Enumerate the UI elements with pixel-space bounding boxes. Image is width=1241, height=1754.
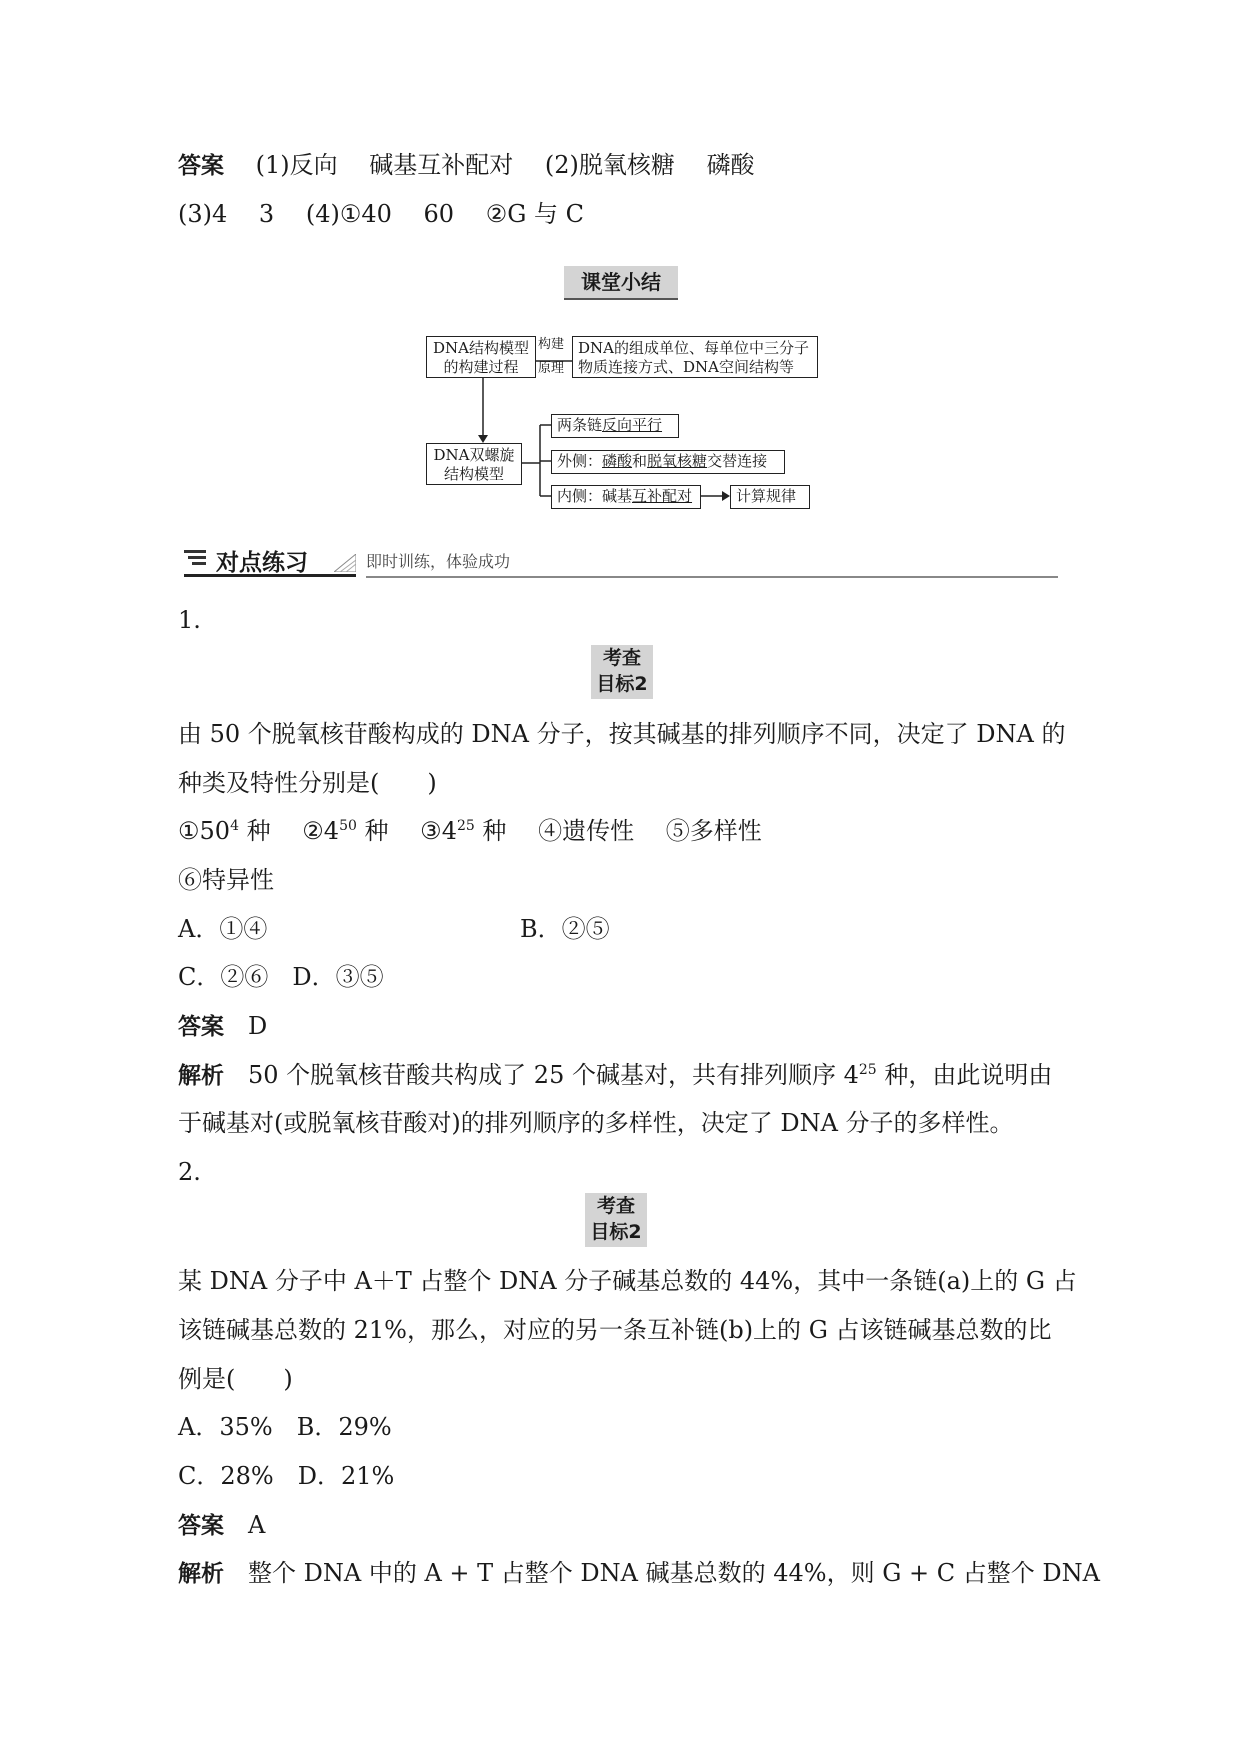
- question-1-options-cd: [178, 962, 384, 992]
- question-1-tag: 考查 目标2: [591, 645, 653, 699]
- summary-title: 课堂小结: [564, 266, 678, 300]
- question-1-answer: 答案 D: [178, 1012, 268, 1040]
- question-2-option-b: B．29%: [296, 1413, 392, 1441]
- calc-rule-box: 计算规律: [730, 485, 810, 509]
- question-2-option-d: D．21%: [297, 1462, 395, 1490]
- construction-box: DNA结构模型 的构建过程: [426, 336, 536, 378]
- branch-inner: 内侧：碱基互补配对: [551, 485, 701, 509]
- branch-outer: 外侧：磷酸和脱氧核糖交替连接: [551, 450, 785, 474]
- answer-item: 磷酸: [706, 151, 755, 179]
- question-2-stem-line: 该链碱基总数的 21%，那么，对应的另一条互补链(b)上的 G 占该链碱基总数的比: [178, 1316, 1052, 1344]
- section-header: [184, 546, 356, 577]
- question-1-stem-line: 由 50 个脱氧核苷酸构成的 DNA 分子，按其碱基的排列顺序不同，决定了 DNA 的: [178, 720, 1066, 748]
- question-2-options-ab: [178, 1412, 392, 1442]
- question-2-answer: 答案 A: [178, 1511, 266, 1539]
- question-1-number: 1.: [178, 606, 201, 634]
- question-2-number: 2.: [178, 1158, 201, 1186]
- answer-item: (1)反向: [255, 151, 338, 179]
- question-2-option-a: A．35%: [178, 1413, 273, 1441]
- question-1-analysis-line: 解析 50 个脱氧核苷酸共构成了 25 个碱基对，共有排列顺序 $4^{25}$ 种，由此说明由: [178, 1061, 1053, 1089]
- answer-item: (3)4: [178, 200, 228, 228]
- answer-item: (2)脱氧核糖: [544, 151, 675, 179]
- question-2-option-c: C．28%: [178, 1462, 274, 1490]
- question-2-tag: 考查 目标2: [585, 1193, 647, 1247]
- question-1-analysis-line: 于碱基对(或脱氧核苷酸对)的排列顺序的多样性，决定了 DNA 分子的多样性。: [178, 1109, 1014, 1137]
- question-1-items: $①50^4$ 种 $②4^{50}$ 种 $③4^{25}$ 种 ④遗传性 ⑤多样性: [178, 817, 762, 845]
- question-1-option-a: A．①④: [178, 915, 268, 943]
- section-title: 对点练习: [216, 550, 308, 576]
- question-1-option-b: B．②⑤: [520, 915, 610, 943]
- answer-item: 碱基互补配对: [369, 151, 514, 179]
- question-1-option-c: C．②⑥: [178, 963, 269, 991]
- question-1-option-d: D．③⑤: [292, 963, 384, 991]
- connector-label-top: 构建: [538, 337, 565, 352]
- answer-item: 60: [423, 200, 455, 228]
- connector-label-bottom: 原理: [538, 361, 565, 376]
- question-2-analysis-line: 解析 整个 DNA 中的 A + T 占整个 DNA 碱基总数的 44%，则 G + C 占整个 DNA: [178, 1559, 1100, 1587]
- answer-item: (4)①40: [305, 200, 392, 228]
- answer-label: 答案: [178, 153, 224, 179]
- section-ramp-icon: [334, 554, 356, 572]
- principle-box: DNA的组成单位、每单位中三分子 物质连接方式、DNA空间结构等: [572, 336, 818, 378]
- branch-antiparallel: 两条链反向平行: [551, 414, 679, 438]
- answer-item: 3: [258, 200, 275, 228]
- question-1-stem-line: 种类及特性分别是( ): [178, 769, 437, 797]
- answer-item: ②G 与 C: [485, 200, 585, 228]
- section-stripes-icon: [184, 548, 208, 570]
- section-rule: [366, 576, 1058, 578]
- model-box: DNA双螺旋 结构模型: [426, 443, 522, 485]
- question-1-items-2: ⑥特异性: [178, 866, 274, 894]
- question-2-stem-line: 例是( ): [178, 1365, 293, 1393]
- question-2-options-cd: [178, 1461, 394, 1491]
- section-subtitle: 即时训练，体验成功: [366, 552, 511, 571]
- question-2-stem-line: 某 DNA 分子中 A＋T 占整个 DNA 分子碱基总数的 44%，其中一条链(a)上的 G 占: [178, 1267, 1077, 1295]
- concept-map-connectors: [0, 0, 1241, 560]
